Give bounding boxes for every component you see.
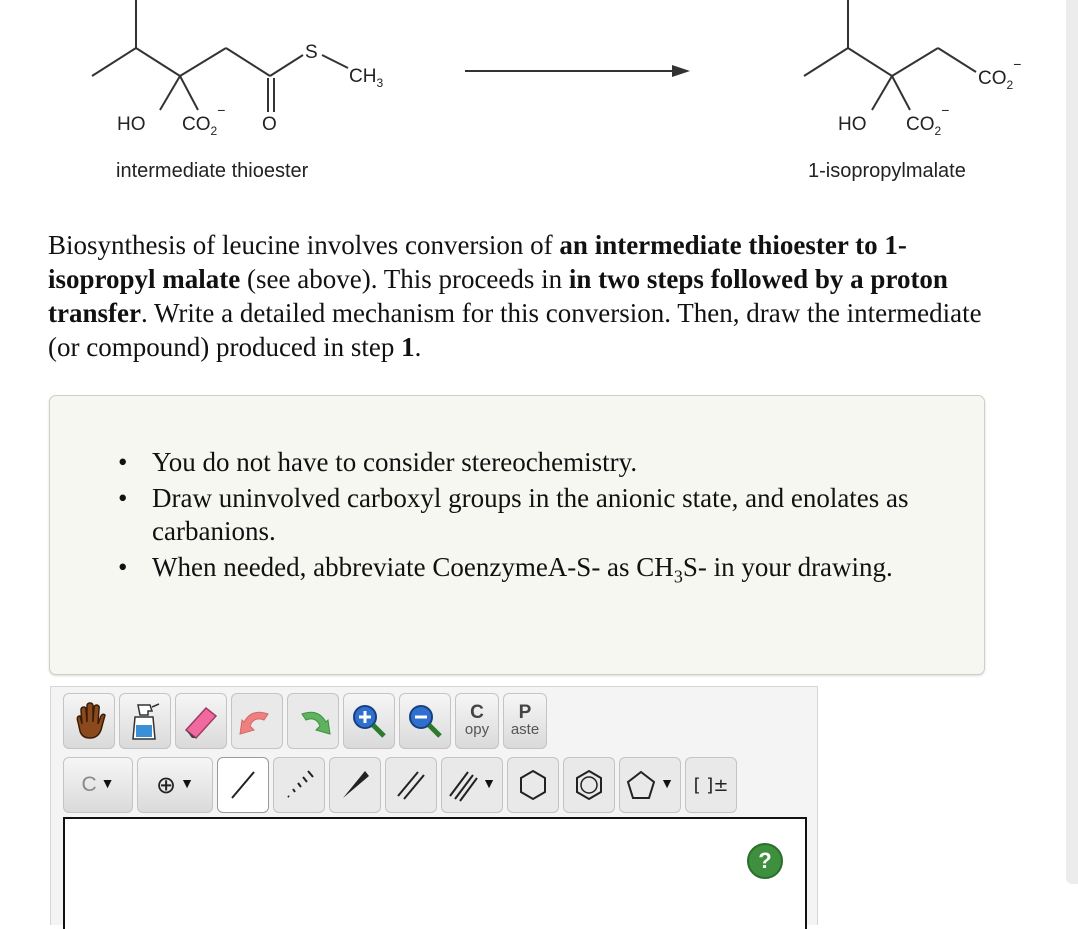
hints-box [49,395,985,675]
right-molecule-bonds [804,0,976,110]
atom-selector-button[interactable] [63,757,133,813]
hashed-bond-button[interactable] [273,757,325,813]
right-ho-label: HO [838,114,867,135]
cyclopentane-ring-button[interactable] [619,757,681,813]
left-sulfur-label: S [305,42,318,63]
chevron-down-icon: ▼ [482,777,496,792]
eraser-tool-button[interactable] [175,693,227,749]
copy-button-letter: C [470,702,484,723]
benzene-icon [572,768,606,802]
undo-arrow-icon [238,704,276,738]
atom-label: C [81,773,97,796]
paste-button-text: aste [510,721,540,738]
right-co2-upper-label: $CO_2^-$ [978,56,1022,92]
eraser-icon [182,702,220,740]
benzene-ring-button[interactable] [563,757,615,813]
charge-tool-button[interactable] [137,757,213,813]
drawing-editor [50,686,818,925]
toolbar-top-row [63,693,551,749]
chevron-down-icon: ▼ [660,777,674,792]
wedge-bond-button[interactable] [329,757,381,813]
pentagon-icon [626,769,656,801]
bracket-icon: [ ]± [693,774,729,796]
hashed-bond-icon [282,768,316,802]
move-tool-button[interactable] [63,693,115,749]
question-text: Biosynthesis of leucine involves conversion of an intermediate thioester to 1-isopropyl malate (see above). This proceeds in in two steps followed by a proton transfer. Write a detailed mechanism for this conversion. Then, draw the intermediate (or compound) produced in step 1. [48,230,982,362]
redo-arrow-icon [294,704,332,738]
zoom-in-button[interactable] [343,693,395,749]
bracket-charge-button[interactable] [685,757,737,813]
left-molecule-name: intermediate thioester [116,160,309,182]
hint-item: • Draw uninvolved carboxyl groups in the anionic state, and enolates as carbanions. [152,482,972,548]
spray-bottle-icon [128,701,162,741]
hint-item: • You do not have to consider stereochemistry. [152,446,972,479]
chevron-down-icon: ▼ [100,777,115,792]
cyclohexane-ring-button[interactable] [507,757,559,813]
single-bond-button[interactable] [217,757,269,813]
triple-bond-button[interactable] [441,757,503,813]
hints-list [152,446,972,596]
right-molecule-name: 1-isopropylmalate [808,160,966,182]
hexagon-icon [516,768,550,802]
copy-button-text: opy [464,721,490,738]
left-ch3-label: $CH_3$ [349,66,384,90]
triple-bond-icon [448,768,478,802]
left-ho-label: HO [117,114,146,135]
hint-item: • When needed, abbreviate CoenzymeA-S- as $CH_3S-$ in your drawing. [152,551,972,593]
drawing-canvas[interactable] [63,817,807,929]
charge-plus-icon: ⊕ [156,771,177,799]
reaction-arrow [465,65,690,77]
double-bond-icon [394,768,428,802]
wedge-bond-icon [338,768,372,802]
paste-button-letter: P [518,702,532,723]
copy-button[interactable] [455,693,499,749]
chevron-down-icon: ▼ [180,777,194,792]
hand-icon [72,702,106,740]
toolbar-bottom-row [63,757,741,813]
left-co2-label: $CO_2^-$ [182,102,226,138]
zoom-out-icon [406,702,444,740]
undo-button[interactable] [231,693,283,749]
single-bond-icon [226,768,260,802]
left-carbonyl-o-label: O [262,114,277,135]
help-button[interactable]: ? [747,843,783,879]
page-scrollbar[interactable] [1066,0,1078,884]
paste-button[interactable] [503,693,547,749]
right-co2-lower-label: $CO_2^-$ [906,102,950,138]
double-bond-button[interactable] [385,757,437,813]
clear-tool-button[interactable] [119,693,171,749]
zoom-in-icon [350,702,388,740]
zoom-out-button[interactable] [399,693,451,749]
redo-button[interactable] [287,693,339,749]
